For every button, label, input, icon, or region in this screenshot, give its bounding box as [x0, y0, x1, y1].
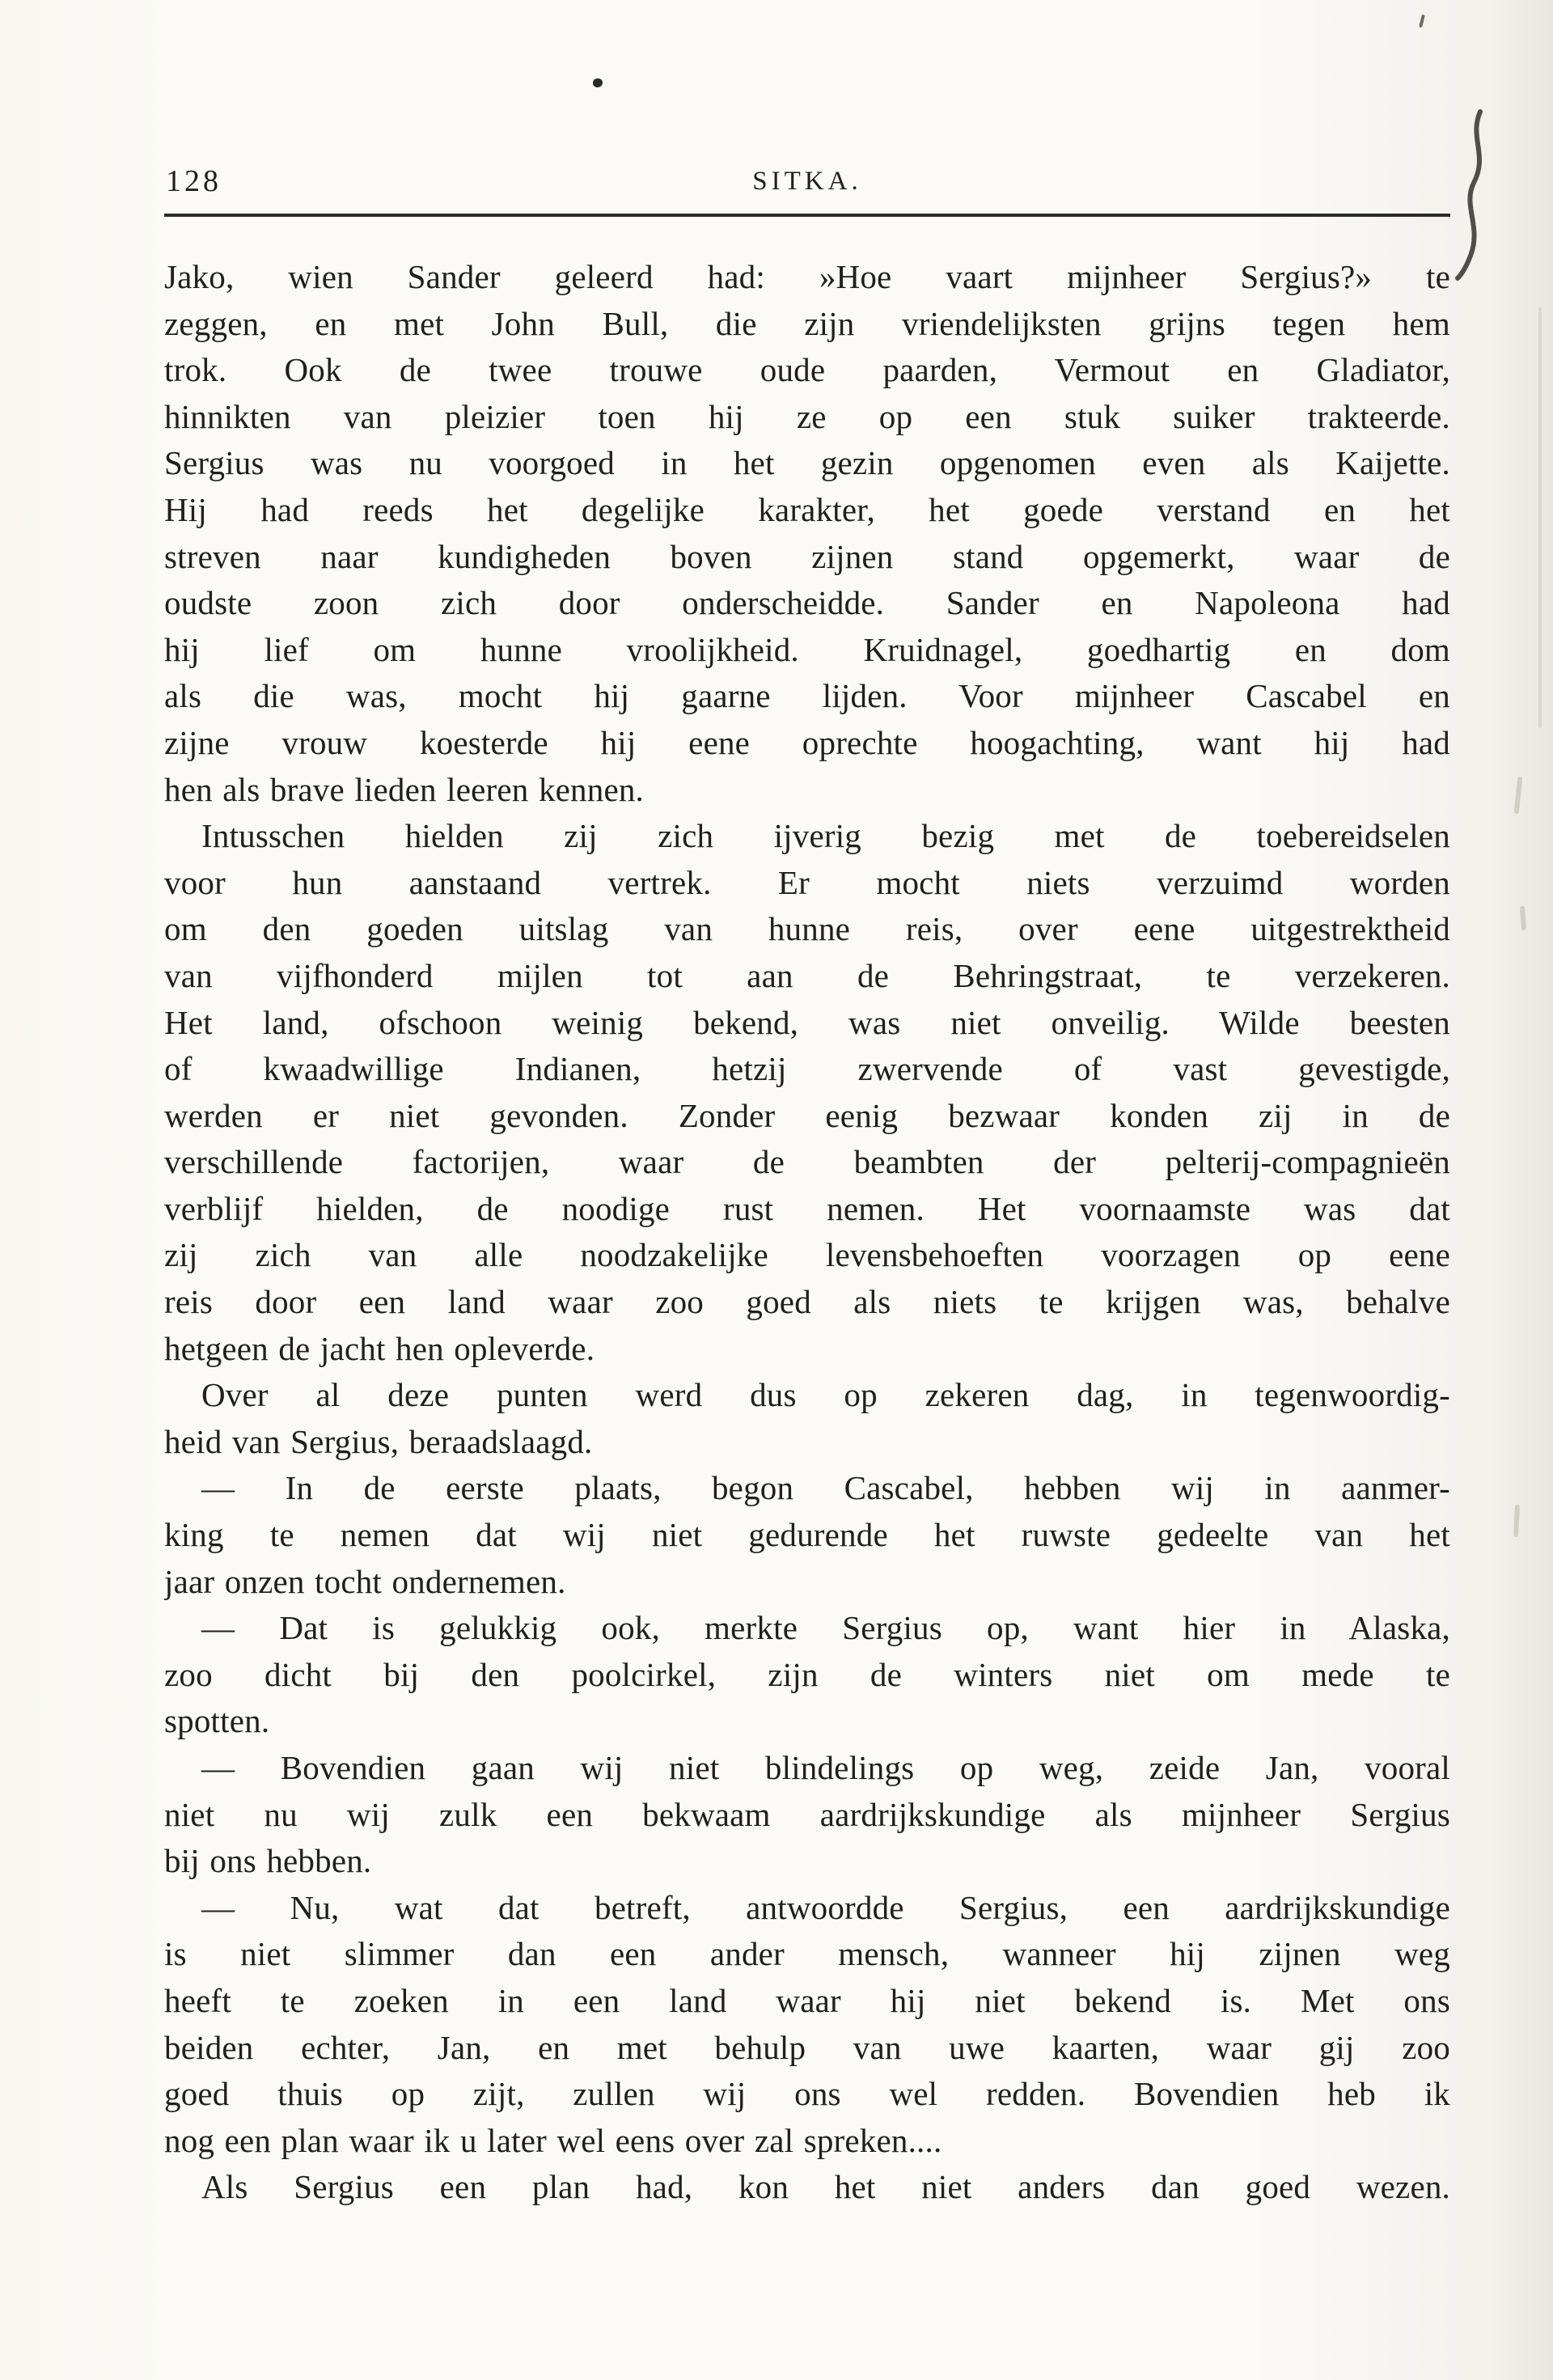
- text-block: [164, 159, 1450, 2211]
- text-line: hinnikten van pleizier toen hij ze op een stuk suiker trakteerde.: [164, 397, 1450, 435]
- page-number: 128: [166, 164, 222, 198]
- text-line: beiden echter, Jan, en met behulp van uwe kaarten, waar gij zoo: [164, 2028, 1450, 2066]
- text-line: oudste zoon zich door onderscheidde. Sander en Napoleona had: [164, 584, 1450, 622]
- text-line: of kwaadwillige Indianen, hetzij zwervende of vast gevestigde,: [164, 1050, 1450, 1088]
- text-line: bij ons hebben.: [164, 1842, 372, 1880]
- text-line: trok. Ook de twee trouwe oude paarden, Vermout en Gladiator,: [164, 351, 1450, 389]
- text-line: streven naar kundigheden boven zijnen stand opgemerkt, waar de: [164, 537, 1450, 575]
- text-line: nog een plan waar ik u later wel eens over zal spreken....: [164, 2121, 942, 2159]
- text-line: als die was, mocht hij gaarne lijden. Voor mijnheer Cascabel en: [164, 677, 1450, 715]
- text-line: jaar onzen tocht ondernemen.: [164, 1562, 566, 1600]
- body-text: [164, 254, 1450, 2211]
- text-line: heid van Sergius, beraadslaagd.: [164, 1422, 593, 1460]
- text-line: hij lief om hunne vroolijkheid. Kruidnagel, goedhartig en dom: [164, 630, 1450, 668]
- text-line: — Nu, wat dat betreft, antwoordde Sergius, een aardrijkskundige: [201, 1888, 1450, 1926]
- text-line: goed thuis op zijt, zullen wij ons wel redden. Bovendien heb ik: [164, 2075, 1450, 2113]
- text-line: van vijfhonderd mijlen tot aan de Behringstraat, te verzekeren.: [164, 956, 1450, 994]
- text-line: zijne vrouw koesterde hij eene oprechte hoogachting, want hij had: [164, 723, 1450, 761]
- text-line: king te nemen dat wij niet gedurende het ruwste gedeelte van het: [164, 1516, 1450, 1554]
- text-line: verblijf hielden, de noodige rust nemen. Het voornaamste was dat: [164, 1189, 1450, 1227]
- scan-artifact-ink-dot: [593, 78, 603, 87]
- scan-artifact-corner-mark: [1419, 15, 1425, 28]
- text-line: niet nu wij zulk een bekwaam aardrijkskundige als mijnheer Sergius: [164, 1795, 1450, 1833]
- text-line: Over al deze punten werd dus op zekeren dag, in tegenwoordig-: [201, 1376, 1450, 1414]
- text-line: Als Sergius een plan had, kon het niet anders dan goed wezen.: [201, 2168, 1450, 2206]
- text-line: zeggen, en met John Bull, die zijn vriendelijksten grijns tegen hem: [164, 304, 1450, 342]
- text-line: is niet slimmer dan een ander mensch, wanneer hij zijnen weg: [164, 1935, 1450, 1973]
- text-line: spotten.: [164, 1702, 270, 1740]
- scan-artifact-smudge: [1514, 777, 1523, 814]
- scan-artifact-smudge: [1520, 906, 1526, 930]
- scan-artifact-smudge: [1513, 1505, 1520, 1537]
- page-header: [164, 159, 1450, 204]
- text-line: heeft te zoeken in een land waar hij niet bekend is. Met ons: [164, 1981, 1450, 2019]
- text-line: — In de eerste plaats, begon Cascabel, hebben wij in aanmer-: [201, 1469, 1450, 1507]
- text-line: werden er niet gevonden. Zonder eenig bezwaar konden zij in de: [164, 1096, 1450, 1134]
- header-rule: [164, 214, 1450, 217]
- text-line: Jako, wien Sander geleerd had: »Hoe vaart mijnheer Sergius?» te: [164, 258, 1450, 295]
- text-line: Intusschen hielden zij zich ijverig bezig met de toebereidselen: [201, 817, 1450, 855]
- scan-artifact-page-edge: [1538, 307, 1542, 728]
- text-line: Sergius was nu voorgoed in het gezin opgenomen even als Kaijette.: [164, 444, 1450, 482]
- text-line: verschillende factorijen, waar de beambten der pelterij-compagnieën: [164, 1143, 1450, 1181]
- text-line: hetgeen de jacht hen opleverde.: [164, 1329, 595, 1367]
- text-line: reis door een land waar zoo goed als niets te krijgen was, behalve: [164, 1283, 1450, 1321]
- text-line: voor hun aanstaand vertrek. Er mocht niets verzuimd worden: [164, 863, 1450, 901]
- text-line: om den goeden uitslag van hunne reis, over eene uitgestrektheid: [164, 910, 1450, 948]
- running-head-title: SITKA.: [752, 167, 862, 196]
- text-line: zij zich van alle noodzakelijke levensbehoeften voorzagen op eene: [164, 1236, 1450, 1274]
- text-line: hen als brave lieden leeren kennen.: [164, 770, 645, 808]
- text-line: Het land, ofschoon weinig bekend, was niet onveilig. Wilde beesten: [164, 1003, 1450, 1041]
- text-line: zoo dicht bij den poolcirkel, zijn de winters niet om mede te: [164, 1655, 1450, 1693]
- text-line: Hij had reeds het degelijke karakter, het goede verstand en het: [164, 490, 1450, 528]
- text-line: — Bovendien gaan wij niet blindelings op weg, zeide Jan, vooral: [201, 1749, 1450, 1786]
- text-line: — Dat is gelukkig ook, merkte Sergius op, want hier in Alaska,: [201, 1609, 1450, 1647]
